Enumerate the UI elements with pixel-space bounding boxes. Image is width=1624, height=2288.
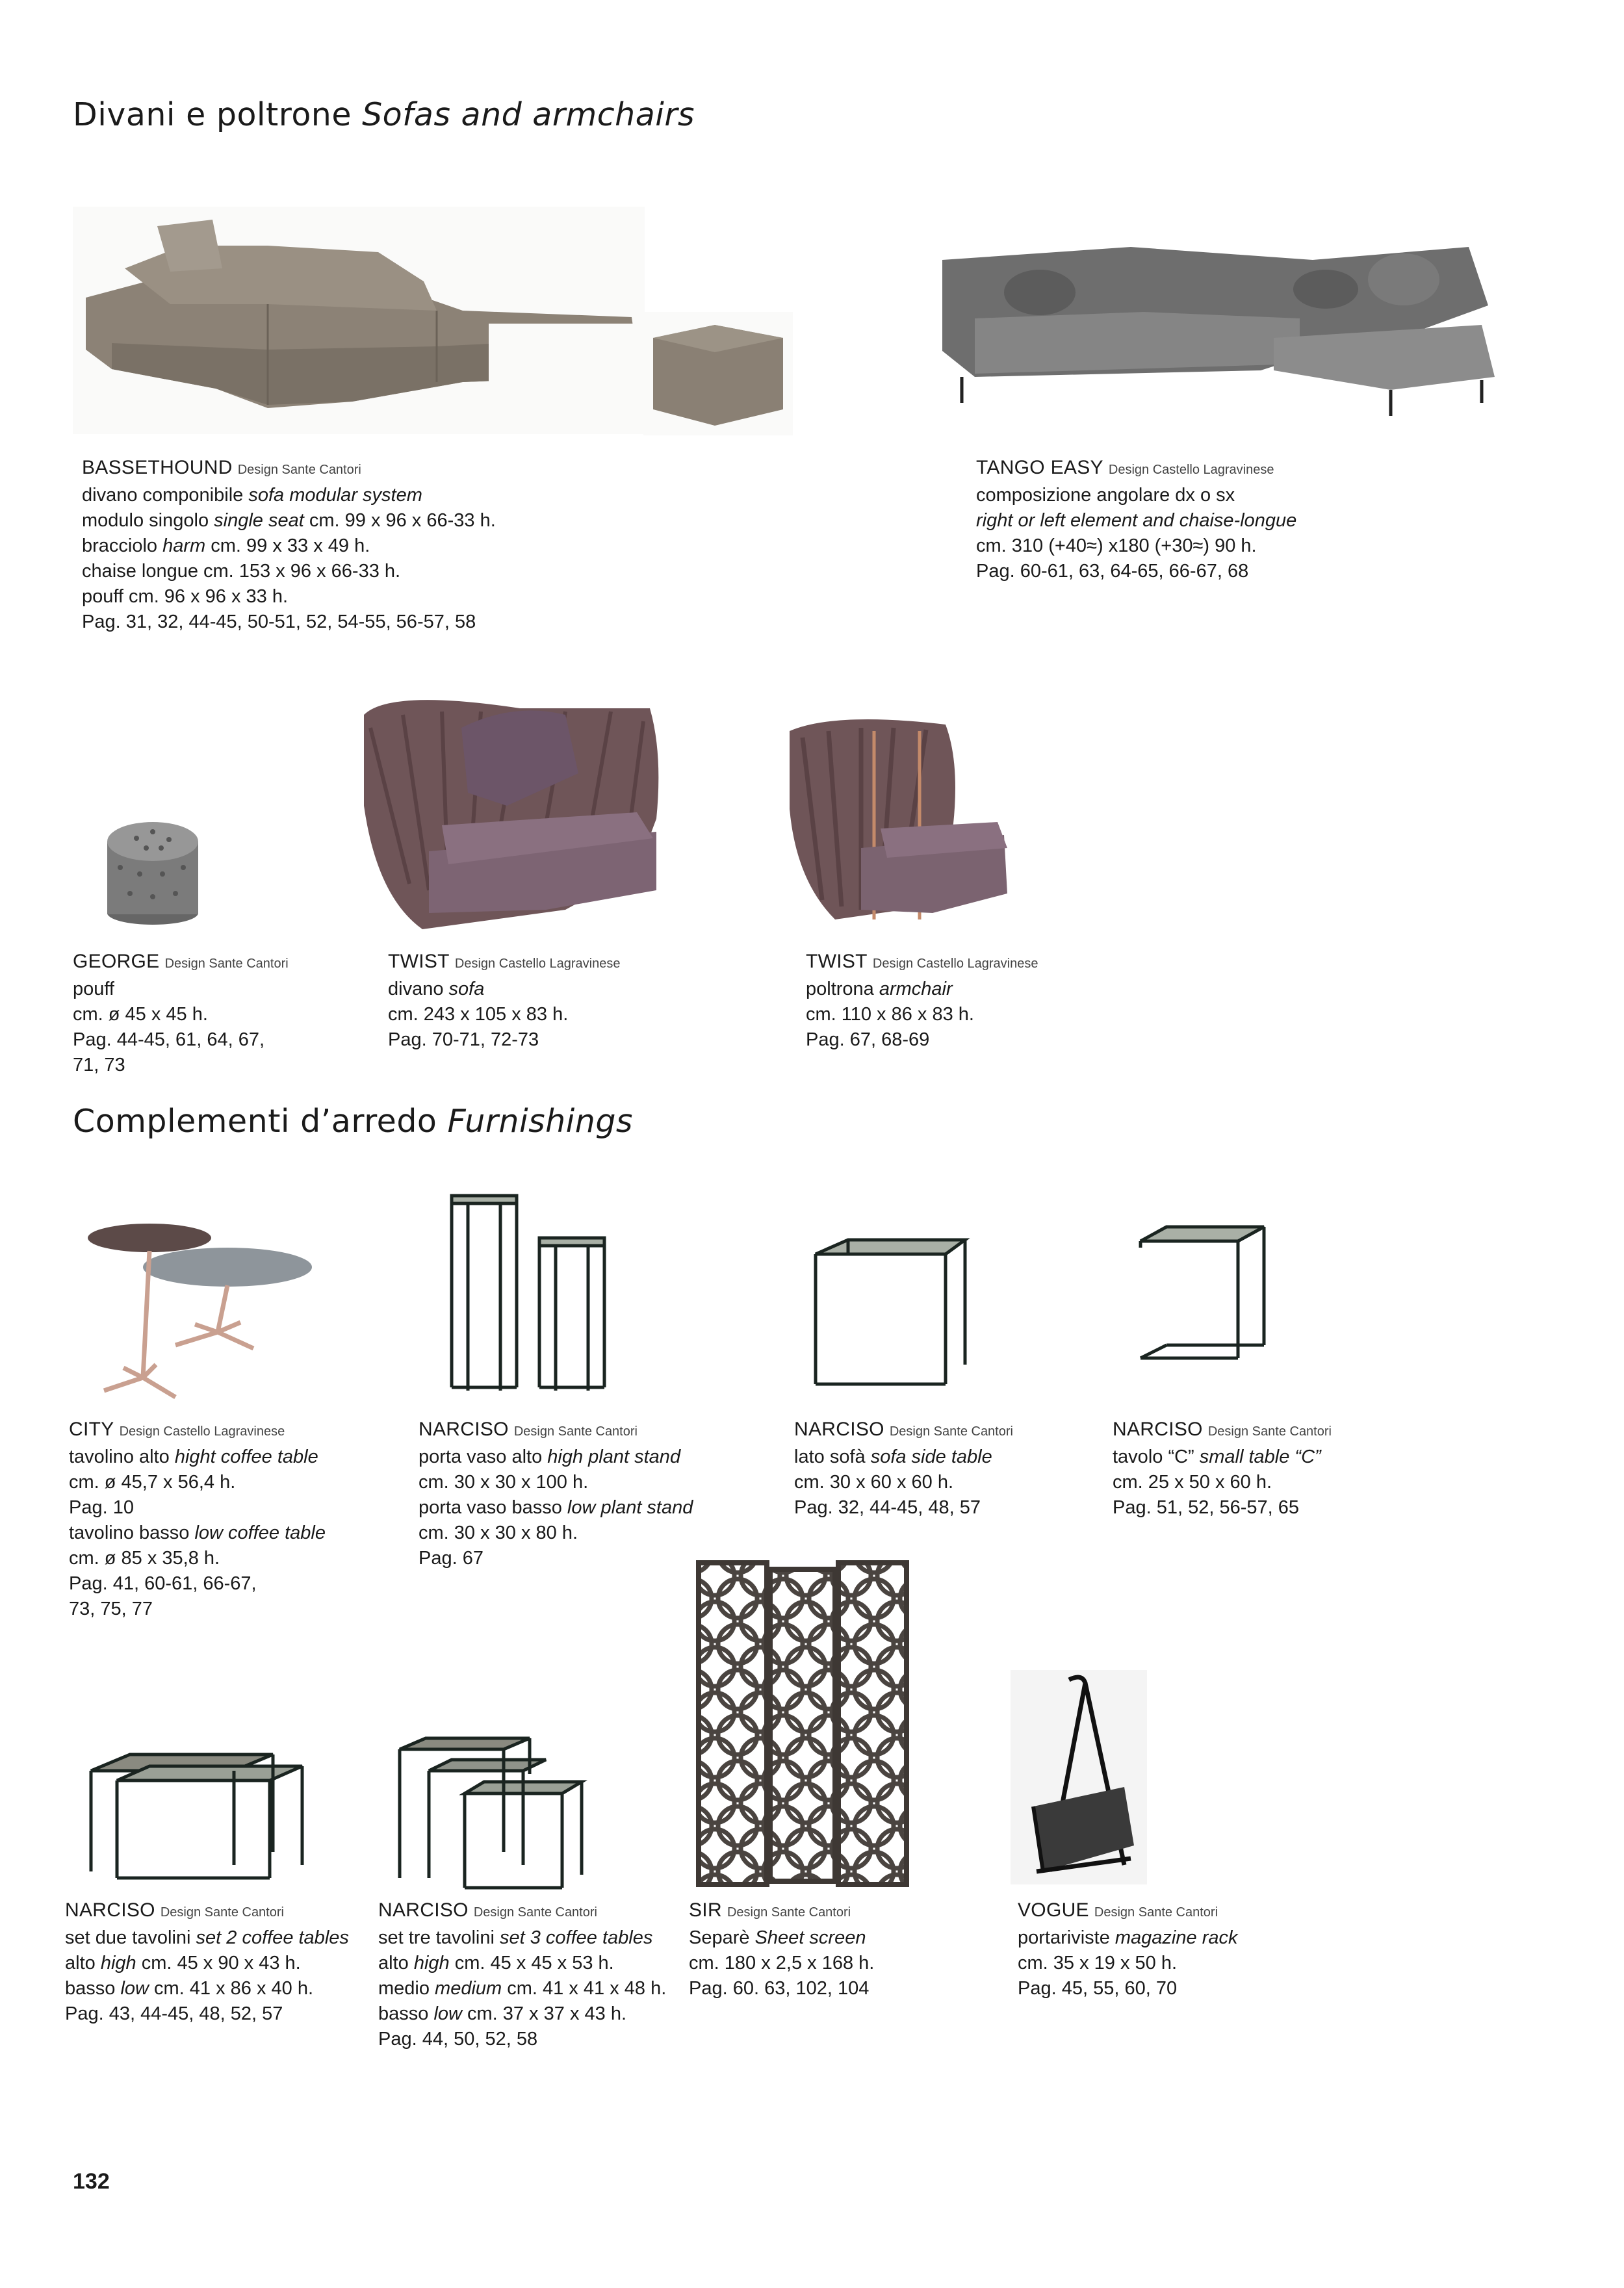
product-name: GEORGE <box>73 951 160 972</box>
narciso-three-tables-image <box>393 1735 588 1891</box>
dimensions: pouff cm. 96 x 96 x 33 h. <box>82 586 289 607</box>
dimensions: cm. 180 x 2,5 x 168 h. <box>689 1953 875 1973</box>
page-refs: Pag. 60-61, 63, 64-65, 66-67, 68 <box>976 561 1249 582</box>
text-en: low coffee table <box>194 1523 326 1543</box>
product-designer: Design Sante Cantori <box>1094 1905 1218 1920</box>
caption-narciso-two-tables <box>65 1897 349 2027</box>
caption-vogue <box>1018 1897 1237 2001</box>
page-refs: Pag. 44-45, 61, 64, 67, <box>73 1029 265 1050</box>
text: medio <box>378 1978 435 1999</box>
narciso-side-table-image <box>809 1235 972 1391</box>
product-name: NARCISO <box>419 1419 509 1440</box>
text: alto <box>65 1953 101 1973</box>
bassethound-pouff-image <box>643 312 793 435</box>
dimensions: cm. 110 x 86 x 83 h. <box>806 1004 974 1025</box>
caption-twist-sofa <box>388 949 620 1053</box>
bassethound-sofa-image <box>73 207 645 434</box>
text: tavolino alto <box>69 1446 175 1467</box>
product-designer: Design Sante Cantori <box>513 1424 638 1439</box>
page-refs: Pag. 44, 50, 52, 58 <box>378 2029 538 2050</box>
text-en: set 2 coffee tables <box>196 1927 349 1948</box>
product-name: NARCISO <box>794 1419 884 1440</box>
text-en: sofa side table <box>870 1446 992 1467</box>
page-refs: Pag. 45, 55, 60, 70 <box>1018 1978 1178 1999</box>
product-name: TWIST <box>806 951 868 972</box>
product-designer: Design Sante Cantori <box>1207 1424 1332 1439</box>
narciso-c-table-image <box>1134 1222 1277 1384</box>
text-en: low <box>433 2003 462 2024</box>
caption-bassethound <box>82 455 496 635</box>
product-name: NARCISO <box>1113 1419 1203 1440</box>
product-name: TWIST <box>388 951 450 972</box>
product-designer: Design Sante Cantori <box>164 957 289 971</box>
section-title-en: Sofas and armchairs <box>362 96 695 133</box>
text: basso <box>65 1978 121 1999</box>
text-en: harm <box>162 535 206 556</box>
product-name: BASSETHOUND <box>82 457 233 478</box>
text: set tre tavolini <box>378 1927 500 1948</box>
caption-twist-armchair <box>806 949 1038 1053</box>
dimensions: cm. 30 x 30 x 80 h. <box>419 1523 578 1543</box>
text: Separè <box>689 1927 755 1948</box>
text-en: right or left element and chaise-longue <box>976 510 1297 531</box>
dimensions: cm. 99 x 33 x 49 h. <box>205 535 370 556</box>
text: modulo singolo <box>82 510 214 531</box>
caption-tango-easy <box>976 455 1296 584</box>
product-name: SIR <box>689 1899 722 1921</box>
page-refs: 71, 73 <box>73 1055 125 1075</box>
product-designer: Design Castello Lagravinese <box>1108 463 1274 477</box>
dimensions: cm. 243 x 105 x 83 h. <box>388 1004 569 1025</box>
text-en: sofa <box>448 979 485 999</box>
dimensions: cm. ø 85 x 35,8 h. <box>69 1548 220 1569</box>
page-refs: Pag. 41, 60-61, 66-67, <box>69 1573 257 1594</box>
product-designer: Design Castello Lagravinese <box>119 1424 285 1439</box>
narciso-two-tables-image <box>78 1748 312 1884</box>
product-name: NARCISO <box>65 1899 155 1921</box>
dimensions: cm. 41 x 86 x 40 h. <box>148 1978 314 1999</box>
text: pouff <box>73 979 114 999</box>
text: porta vaso alto <box>419 1446 548 1467</box>
product-designer: Design Sante Cantori <box>727 1905 851 1920</box>
product-designer: Design Sante Cantori <box>473 1905 597 1920</box>
caption-city <box>69 1417 326 1622</box>
product-name: NARCISO <box>378 1899 469 1921</box>
text-en: hight coffee table <box>174 1446 318 1467</box>
caption-narciso-plant-stand <box>419 1417 693 1571</box>
section-title-it: Divani e poltrone <box>73 96 352 133</box>
caption-narciso-c-table <box>1113 1417 1332 1521</box>
george-pouff-image <box>84 812 221 932</box>
caption-narciso-three-tables <box>378 1897 666 2052</box>
section-title-it: Complementi d’arredo <box>73 1103 437 1140</box>
text-en: high <box>100 1953 136 1973</box>
page-refs: Pag. 67, 68-69 <box>806 1029 930 1050</box>
city-tables-image <box>78 1215 318 1404</box>
product-name: VOGUE <box>1018 1899 1089 1921</box>
text-en: small table “C” <box>1199 1446 1321 1467</box>
text: lato sofà <box>794 1446 871 1467</box>
dimensions: cm. ø 45 x 45 h. <box>73 1004 208 1025</box>
page-refs: Pag. 70-71, 72-73 <box>388 1029 539 1050</box>
dimensions: cm. 41 x 41 x 48 h. <box>502 1978 667 1999</box>
page-number: 132 <box>73 2169 110 2194</box>
text: poltrona <box>806 979 879 999</box>
product-name: CITY <box>69 1419 114 1440</box>
text-en: sofa modular system <box>248 485 422 506</box>
tango-easy-sofa-image <box>936 221 1501 429</box>
product-designer: Design Castello Lagravinese <box>454 957 621 971</box>
page-refs: Pag. 43, 44-45, 48, 52, 57 <box>65 2003 283 2024</box>
text-en: low <box>120 1978 149 1999</box>
text: composizione angolare dx o sx <box>976 485 1235 506</box>
caption-george <box>73 949 289 1078</box>
page-refs: Pag. 10 <box>69 1497 134 1518</box>
dimensions: cm. 37 x 37 x 43 h. <box>461 2003 627 2024</box>
text: bracciolo <box>82 535 163 556</box>
page-refs: 73, 75, 77 <box>69 1599 153 1619</box>
dimensions: chaise longue cm. 153 x 96 x 66-33 h. <box>82 561 401 582</box>
text: set due tavolini <box>65 1927 196 1948</box>
text: portariviste <box>1018 1927 1115 1948</box>
text-en: low plant stand <box>567 1497 693 1518</box>
dimensions: cm. 310 (+40≈) x180 (+30≈) 90 h. <box>976 535 1257 556</box>
text-en: magazine rack <box>1115 1927 1238 1948</box>
page-refs: Pag. 32, 44-45, 48, 57 <box>794 1497 981 1518</box>
text: divano componibile <box>82 485 249 506</box>
product-designer: Design Sante Cantori <box>889 1424 1013 1439</box>
text: alto <box>378 1953 414 1973</box>
narciso-plant-stands-image <box>442 1192 630 1394</box>
text: porta vaso basso <box>419 1497 567 1518</box>
dimensions: cm. 45 x 90 x 43 h. <box>136 1953 301 1973</box>
vogue-magazine-rack-image <box>1011 1670 1147 1884</box>
product-designer: Design Sante Cantori <box>237 463 361 477</box>
dimensions: cm. 30 x 30 x 100 h. <box>419 1472 589 1493</box>
page-refs: Pag. 67 <box>419 1548 483 1569</box>
caption-sir <box>689 1897 874 2001</box>
text-en: medium <box>435 1978 502 1999</box>
twist-armchair-image <box>783 712 1017 932</box>
text: basso <box>378 2003 434 2024</box>
dimensions: cm. 25 x 50 x 60 h. <box>1113 1472 1272 1493</box>
dimensions: cm. 30 x 60 x 60 h. <box>794 1472 954 1493</box>
text-en: Sheet screen <box>754 1927 866 1948</box>
sir-screen-image <box>692 1553 913 1891</box>
product-designer: Design Castello Lagravinese <box>872 957 1038 971</box>
dimensions: cm. ø 45,7 x 56,4 h. <box>69 1472 236 1493</box>
twist-sofa-image <box>351 676 676 936</box>
page-refs: Pag. 31, 32, 44-45, 50-51, 52, 54-55, 56-57, 58 <box>82 611 476 632</box>
product-name: TANGO EASY <box>976 457 1103 478</box>
dimensions: cm. 35 x 19 x 50 h. <box>1018 1953 1178 1973</box>
dimensions: cm. 99 x 96 x 66-33 h. <box>303 510 496 531</box>
product-designer: Design Sante Cantori <box>160 1905 284 1920</box>
caption-narciso-side-table <box>794 1417 1013 1521</box>
section-title-furnishings <box>73 1103 633 1140</box>
text-en: single seat <box>214 510 304 531</box>
text: tavolo “C” <box>1113 1446 1200 1467</box>
section-title-sofas <box>73 96 695 133</box>
text: divano <box>388 979 449 999</box>
text-en: set 3 coffee tables <box>499 1927 653 1948</box>
page-refs: Pag. 60. 63, 102, 104 <box>689 1978 870 1999</box>
text-en: armchair <box>879 979 953 999</box>
text: tavolino basso <box>69 1523 195 1543</box>
page-refs: Pag. 51, 52, 56-57, 65 <box>1113 1497 1299 1518</box>
text-en: high plant stand <box>547 1446 681 1467</box>
dimensions: cm. 45 x 45 x 53 h. <box>449 1953 614 1973</box>
section-title-en: Furnishings <box>447 1103 633 1140</box>
text-en: high <box>413 1953 450 1973</box>
